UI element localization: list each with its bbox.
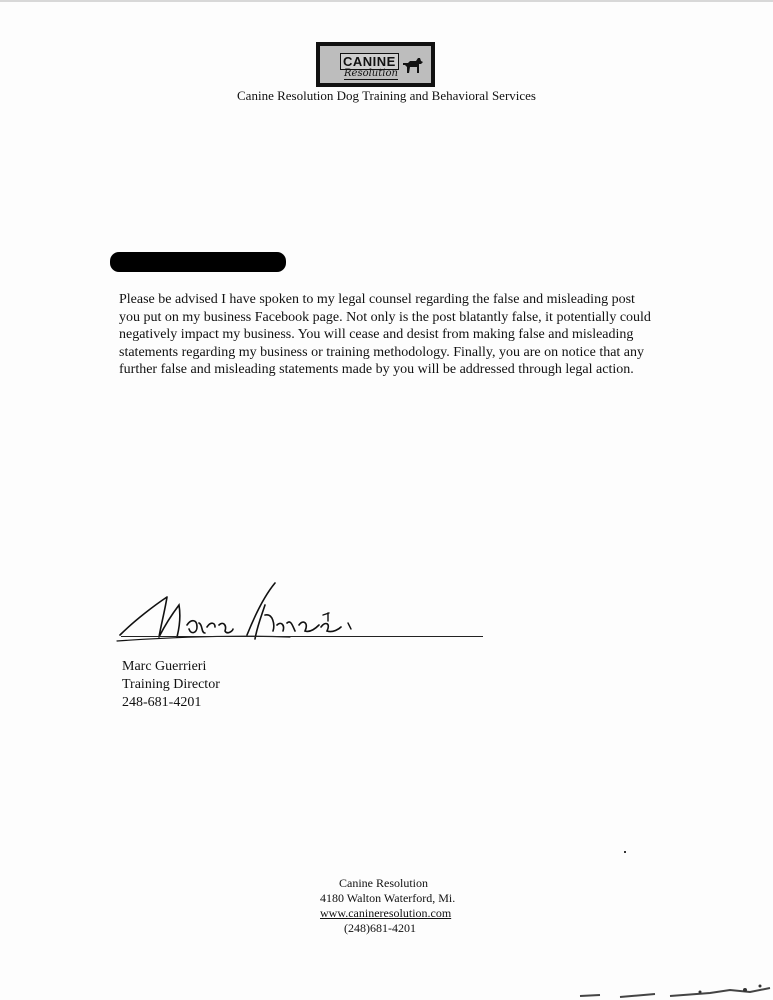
signature-block	[122, 658, 220, 712]
handwritten-signature	[115, 575, 375, 650]
footer-website[interactable]: www.canineresolution.com	[320, 906, 452, 920]
footer-street: 4180 Walton Waterford, Mi.	[320, 891, 456, 905]
dog-icon	[400, 55, 424, 77]
letter-body: Please be advised I have spoken to my legal counsel regarding the false and misleading post you put on my business Facebook page. Not only is the post blatantly false, it potentially could negatively impact my business. You will cease and desist from making false and misleading statements regarding my business or training methodology. Finally, you are on notice that any further false and misleading statements made by you will be addressed through legal action.	[119, 292, 651, 378]
company-logo	[316, 42, 435, 87]
letterhead-title: Canine Resolution Dog Training and Behavioral Services	[237, 88, 536, 103]
logo-text-resolution: Resolution	[344, 68, 398, 79]
signature-line	[121, 636, 483, 637]
scan-speck	[624, 851, 626, 853]
footer-company: Canine Resolution	[339, 876, 428, 890]
footer-address	[310, 876, 482, 936]
signer-phone: 248-681-4201	[122, 695, 202, 710]
scan-edge	[0, 0, 773, 2]
redacted-recipient	[110, 252, 286, 272]
scan-noise	[560, 960, 773, 1000]
signer-name: Marc Guerrieri	[122, 659, 207, 674]
signer-title: Training Director	[122, 677, 220, 692]
logo-text-canine: CANINE	[340, 53, 399, 70]
footer-phone: (248)681-4201	[344, 921, 416, 935]
